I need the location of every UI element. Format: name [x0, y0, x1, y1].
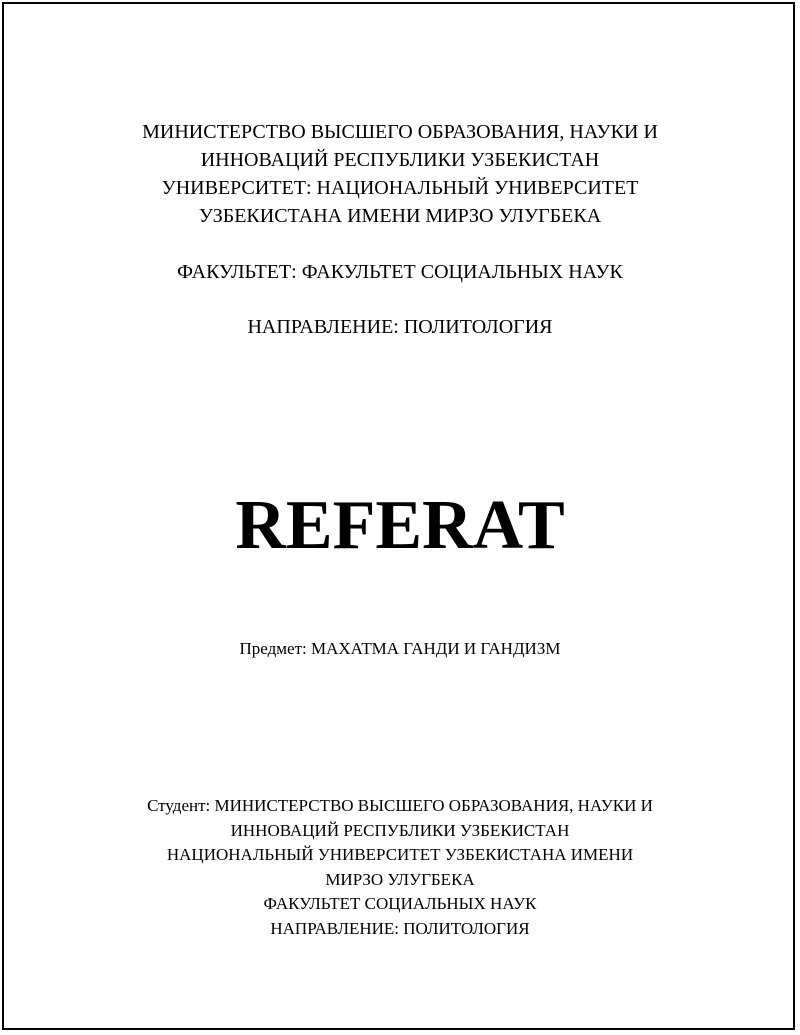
student-line: НАПРАВЛЕНИЕ: ПОЛИТОЛОГИЯ — [270, 918, 530, 938]
header-line: МИНИСТЕРСТВО ВЫСШЕГО ОБРАЗОВАНИЯ, НАУКИ И — [142, 121, 658, 143]
direction-line: НАПРАВЛЕНИЕ: ПОЛИТОЛОГИЯ — [247, 316, 553, 338]
document-title: REFERAT — [235, 487, 565, 564]
faculty-line: ФАКУЛЬТЕТ: ФАКУЛЬТЕТ СОЦИАЛЬНЫХ НАУК — [177, 261, 623, 283]
institution-header — [0, 118, 800, 230]
student-line: МИРЗО УЛУГБЕКА — [325, 869, 475, 889]
student-info — [0, 794, 800, 942]
student-line: НАЦИОНАЛЬНЫЙ УНИВЕРСИТЕТ УЗБЕКИСТАНА ИМЕНИ — [166, 845, 634, 865]
student-line: ФАКУЛЬТЕТ СОЦИАЛЬНЫХ НАУК — [263, 894, 537, 914]
header-line: УНИВЕРСИТЕТ: НАЦИОНАЛЬНЫЙ УНИВЕРСИТЕТ — [161, 177, 639, 199]
header-line: УЗБЕКИСТАНА ИМЕНИ МИРЗО УЛУГБЕКА — [198, 205, 602, 227]
student-line: Студент: МИНИСТЕРСТВО ВЫСШЕГО ОБРАЗОВАНИЯ, НАУКИ И — [147, 796, 653, 815]
subject-line: Предмет: МАХАТМА ГАНДИ И ГАНДИЗМ — [239, 639, 561, 658]
student-line: ИННОВАЦИЙ РЕСПУБЛИКИ УЗБЕКИСТАН — [230, 820, 570, 840]
header-line: ИННОВАЦИЙ РЕСПУБЛИКИ УЗБЕКИСТАН — [200, 149, 600, 171]
